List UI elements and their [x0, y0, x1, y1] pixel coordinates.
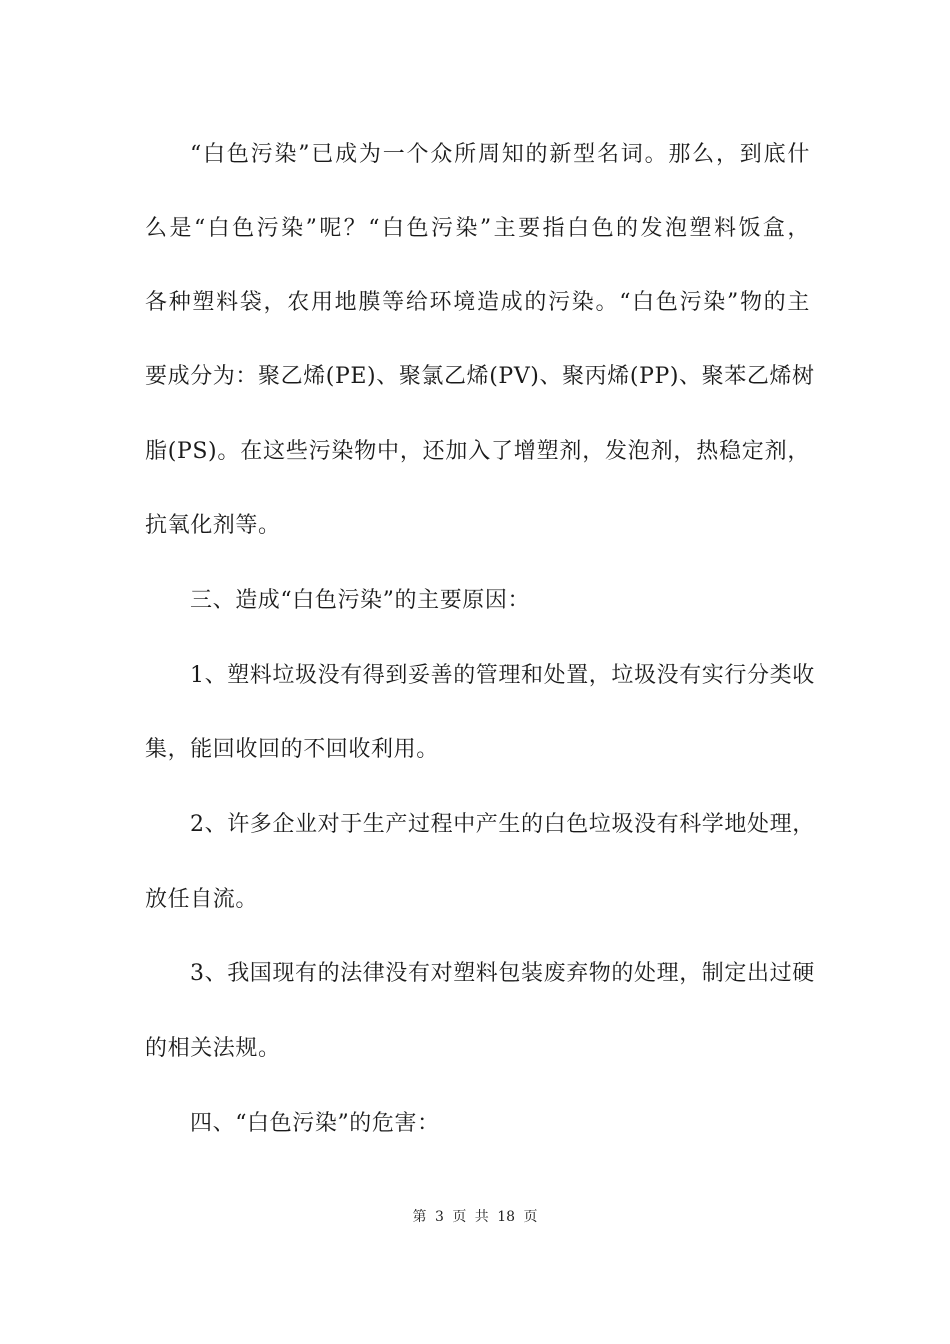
- footer-total-unit: 页: [523, 1209, 538, 1225]
- paragraph-1-line-6: 抗氧化剂等。: [145, 513, 281, 538]
- page-footer: [0, 1208, 950, 1226]
- footer-total-pages: 18: [497, 1209, 516, 1225]
- footer-total-prefix: 共: [474, 1209, 489, 1225]
- paragraph-1-line-3: 各种塑料袋，农用地膜等给环境造成的污染。“白色污染”物的主: [145, 290, 810, 315]
- section-3-heading: 三、造成“白色污染”的主要原因：: [190, 588, 531, 613]
- paragraph-1-line-5: 脂(PS)。在这些污染物中，还加入了增塑剂，发泡剂，热稳定剂，: [145, 439, 810, 464]
- reason-3-line-2: 的相关法规。: [145, 1036, 281, 1061]
- section-4-heading: 四、“白色污染”的危害：: [190, 1111, 440, 1136]
- footer-prefix: 第: [412, 1209, 427, 1225]
- footer-page-unit: 页: [452, 1209, 467, 1225]
- reason-2-line-2: 放任自流。: [145, 887, 259, 912]
- reason-2-line-1: 2、许多企业对于生产过程中产生的白色垃圾没有科学地处理，: [190, 812, 815, 837]
- footer-current-page: 3: [434, 1209, 444, 1225]
- reason-3-line-1: 3、我国现有的法律没有对塑料包装废弃物的处理，制定出过硬: [190, 961, 815, 986]
- reason-1-line-2: 集，能回收回的不回收利用。: [145, 737, 439, 762]
- paragraph-1-line-4: 要成分为：聚乙烯(PE)、聚氯乙烯(PV)、聚丙烯(PP)、聚苯乙烯树: [145, 364, 815, 389]
- paragraph-1-line-1: “白色污染”已成为一个众所周知的新型名词。那么，到底什: [190, 142, 810, 167]
- paragraph-1-line-2: 么是“白色污染”呢？“白色污染”主要指白色的发泡塑料饭盒，: [145, 216, 810, 241]
- reason-1-line-1: 1、塑料垃圾没有得到妥善的管理和处置，垃圾没有实行分类收: [190, 663, 815, 688]
